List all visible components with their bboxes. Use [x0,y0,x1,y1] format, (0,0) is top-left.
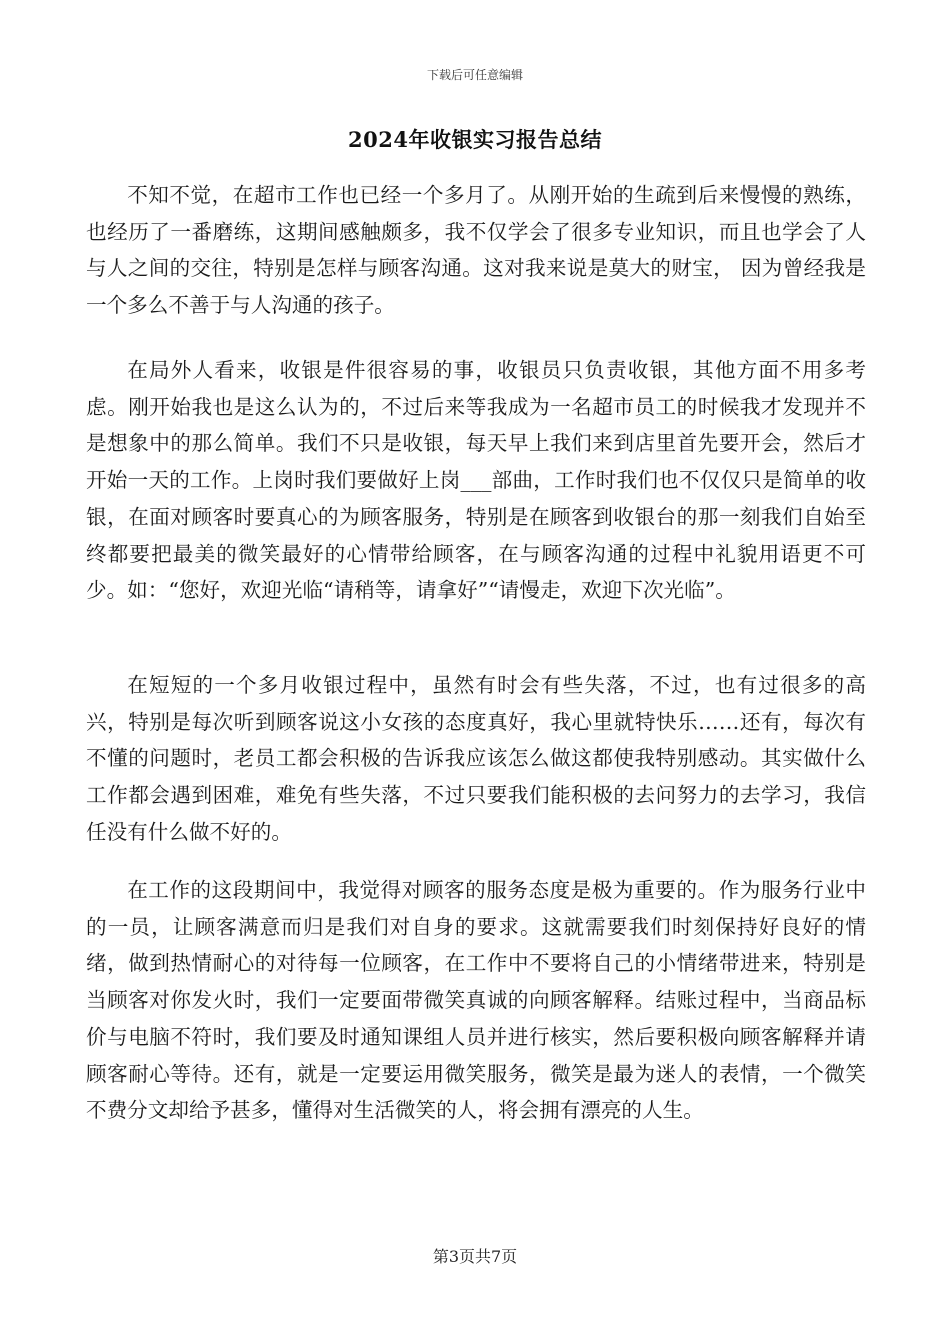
paragraph-4: 在工作的这段期间中，我觉得对顾客的服务态度是极为重要的。作为服务行业中的一员，让顾客满意而归是我们对自身的要求。这就需要我们时刻保持好良好的情绪，做到热情耐心的对待每一位顾客，在工作中不要将自己的小情绪带进来，特别是当顾客对你发火时，我们一定要面带微笑真诚的向顾客解释。结账过程中，当商品标价与电脑不符时，我们要及时通知课组人员并进行核实，然后要积极向顾客解释并请顾客耐心等待。还有，就是一定要运用微笑服务，微笑是最为迷人的表情，一个微笑不费分文却给予甚多，懂得对生活微笑的人，将会拥有漂亮的人生。 [86,878,866,1123]
paragraph-3: 在短短的一个多月收银过程中，虽然有时会有些失落，不过，也有过很多的高兴，特别是每次听到顾客说这小女孩的态度真好，我心里就特快乐……还有，每次有不懂的问题时，老员工都会积极的告诉我应该怎么做这都使我特别感动。其实做什么工作都会遇到困难，难免有些失落，不过只要我们能积极的去问努力的去学习，我信任没有什么做不好的。 [86,673,866,844]
paragraph-1: 不知不觉，在超市工作也已经一个多月了。从刚开始的生疏到后来慢慢的熟练，也经历了一番磨练，这期间感触颇多，我不仅学会了很多专业知识，而且也学会了人与人之间的交往，特别是怎样与顾客沟通。这对我来说是莫大的财宝， 因为曾经我是一个多么不善于与人沟通的孩子。 [86,183,866,318]
paragraph-2: 在局外人看来，收银是件很容易的事，收银员只负责收银，其他方面不用多考虑。刚开始我也是这么认为的，不过后来等我成为一名超市员工的时候我才发现并不是想象中的那么简单。我们不只是收银，每天早上我们来到店里首先要开会，然后才开始一天的工作。上岗时我们要做好上岗___部曲，工作时我们也不仅仅只是简单的收银，在面对顾客时要真心的为顾客服务，特别是在顾客到收银台的那一刻我们自始至终都要把最美的微笑最好的心情带给顾客，在与顾客沟通的过程中礼貌用语更不可少。如：“您好，欢迎光临“请稍等，请拿好”“请慢走，欢迎下次光临”。 [86,358,866,603]
document-title: 2024年收银实习报告总结 [348,127,602,152]
header-note: 下载后可任意编辑 [426,68,523,82]
page-number-footer: 第3页共7页 [432,1247,518,1266]
